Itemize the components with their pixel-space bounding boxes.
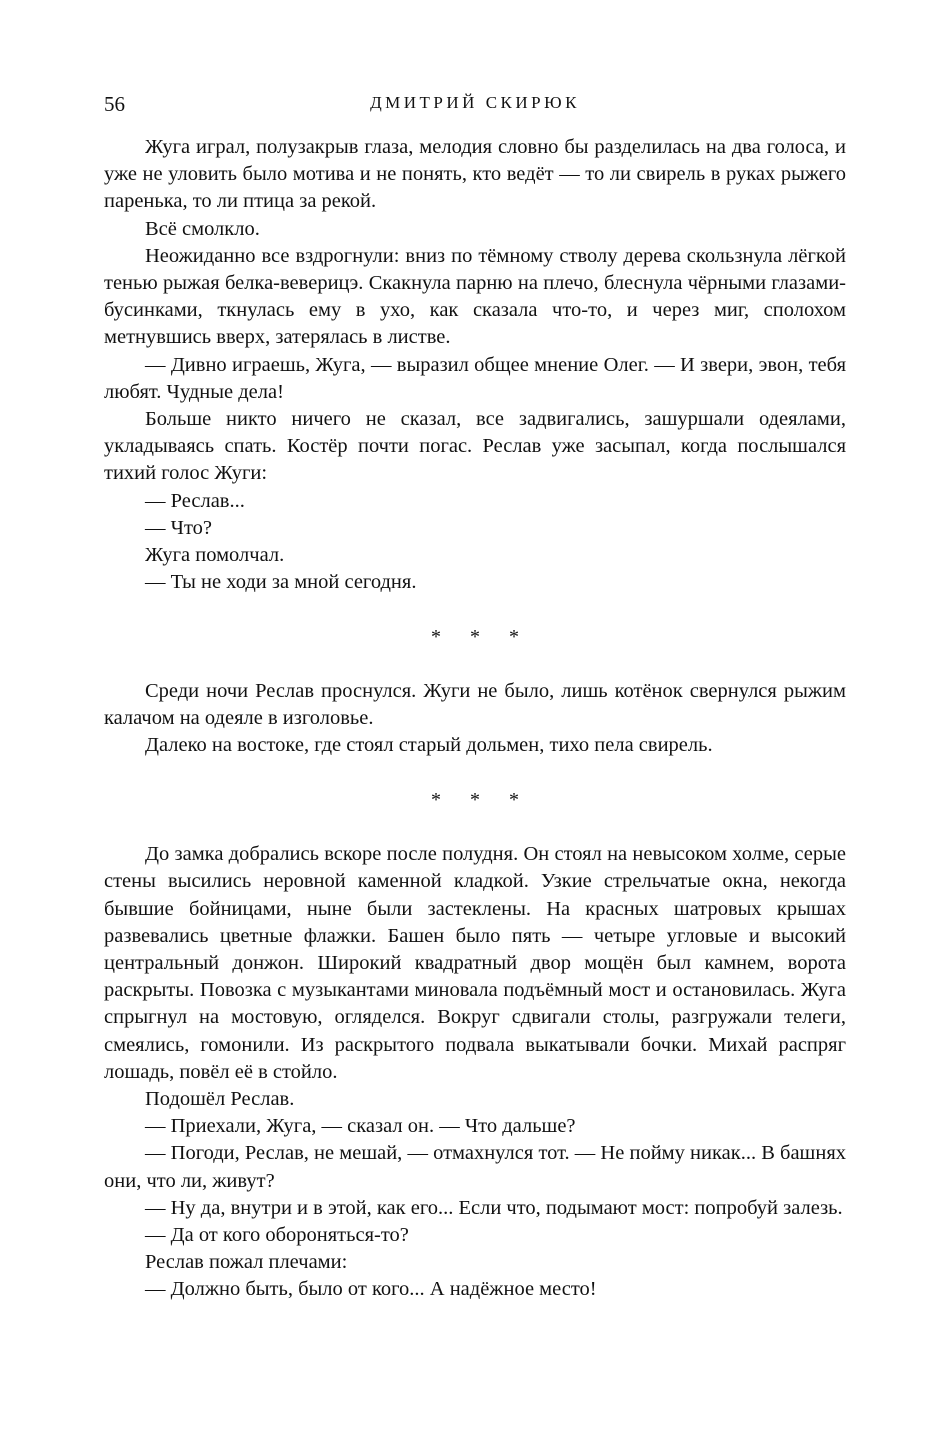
paragraph: Далеко на востоке, где стоял старый дольмен, тихо пела свирель. bbox=[145, 734, 713, 757]
paragraph: Жуга помолчал. bbox=[145, 544, 285, 567]
dialogue-line: — Да от кого обороняться-то? bbox=[145, 1224, 409, 1247]
paragraph: Среди ночи Реслав проснулся. Жуги не было, лишь котёнок свернулся рыжим калачом на одеяле в изголовье. bbox=[104, 680, 846, 730]
running-head-author: ДМИТРИЙ СКИРЮК bbox=[370, 93, 580, 112]
paragraph: Жуга играл, полузакрыв глаза, мелодия словно бы разделилась на два голоса, и уже не уловить было мотива и не понять, кто ведёт — то ли свирель в руках рыжего паренька, то ли птица за рекой. bbox=[104, 136, 846, 213]
page-header bbox=[104, 92, 846, 118]
paragraph: Неожиданно все вздрогнули: вниз по тёмному стволу дерева скользнула лёгкой тенью рыжая белка-веверицэ. Скакнула парню на плечо, блеснула чёрными глазами-бусинками, ткнулась ему в ухо, как сказала что-то, и через миг, сполохом метнувшись вверх, затерялась в листве. bbox=[104, 244, 846, 349]
section-1 bbox=[104, 134, 846, 596]
dialogue-line: — Что? bbox=[145, 516, 212, 539]
dialogue-line: — Дивно играешь, Жуга, — выразил общее мнение Олег. — И звери, эвон, тебя любят. Чудные дела! bbox=[104, 353, 846, 403]
section-3 bbox=[104, 841, 846, 1303]
dialogue-line: — Реслав... bbox=[145, 489, 245, 512]
paragraph: Больше никто ничего не сказал, все задвигались, зашуршали одеялами, укладываясь спать. Костёр почти погас. Реслав уже засыпал, когда послышался тихий голос Жуги: bbox=[104, 408, 846, 485]
dialogue-line: — Погоди, Реслав, не мешай, — отмахнулся тот. — Не пойму никак... В башнях они, что ли, живут? bbox=[104, 1142, 846, 1192]
paragraph: Подошёл Реслав. bbox=[145, 1088, 295, 1111]
paragraph: До замка добрались вскоре после полудня. Он стоял на невысоком холме, серые стены высились неровной каменной кладкой. Узкие стрельчатые окна, некогда бывшие бойницами, ныне были застеклены. На красных шатровых крышах развевались цветные флажки. Башен было пять — четыре угловые и высокий центральный донжон. Широкий квадратный двор мощён был камнем, ворота раскрыты. Повозка с музыкантами миновала подъёмный мост и остановилась. Жуга спрыгнул на мостовую, огляделся. Вокруг сдвигали столы, разгружали телеги, смеялись, гомонили. Из раскрытого подвала выкатывали бочки. Михай распряг лошадь, повёл её в стойло. bbox=[104, 843, 846, 1083]
section-separator: * * * bbox=[431, 788, 531, 811]
dialogue-line: — Должно быть, было от кого... А надёжное место! bbox=[145, 1278, 597, 1301]
paragraph: Всё смолкло. bbox=[145, 217, 260, 240]
dialogue-line: — Приехали, Жуга, — сказал он. — Что дальше? bbox=[145, 1115, 576, 1138]
section-separator: * * * bbox=[431, 625, 531, 648]
body-text bbox=[104, 134, 846, 1304]
page-number: 56 bbox=[104, 92, 125, 116]
dialogue-line: — Ты не ходи за мной сегодня. bbox=[145, 571, 417, 594]
paragraph: Реслав пожал плечами: bbox=[145, 1251, 348, 1274]
section-2 bbox=[104, 678, 846, 760]
dialogue-line: — Ну да, внутри и в этой, как его... Если что, подымают мост: попробуй залезь. bbox=[145, 1196, 843, 1219]
